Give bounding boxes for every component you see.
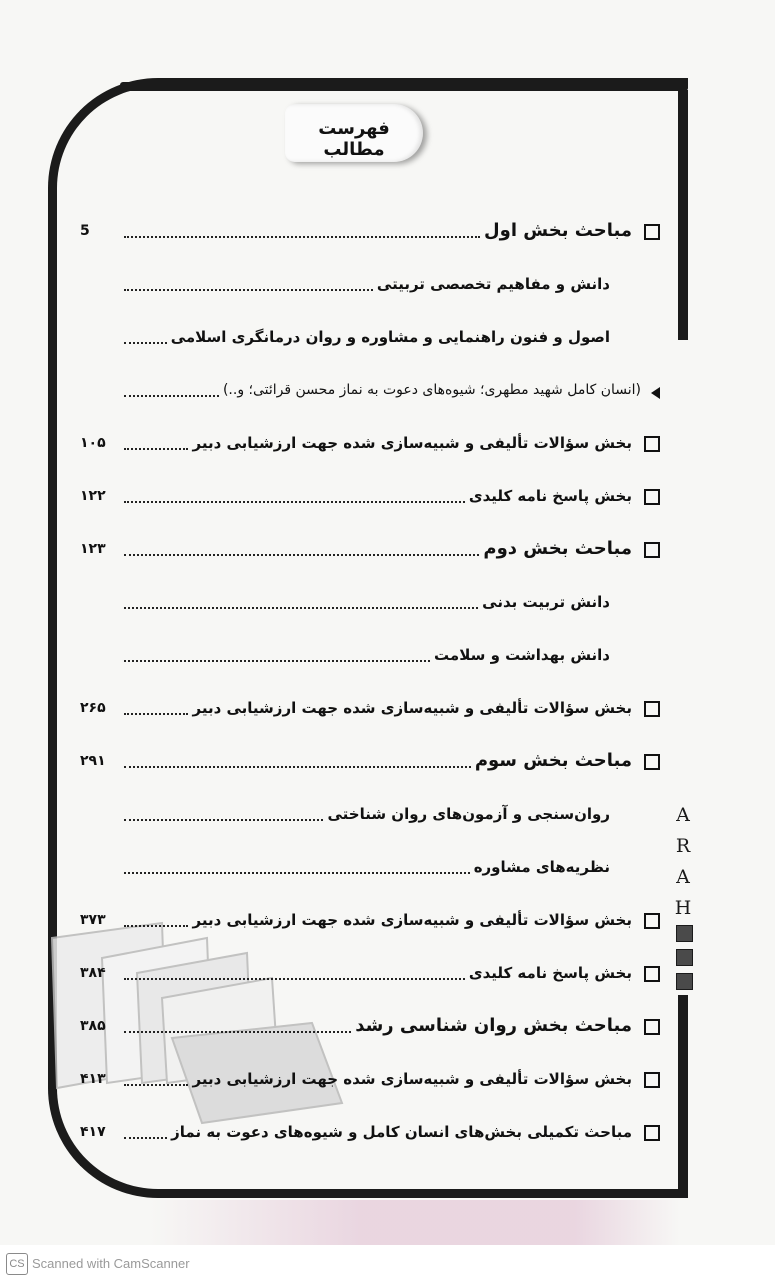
toc-page-number: ۲۶۵ [80,700,106,716]
toc-entry-label: بخش پاسخ نامه کلیدی [468,964,632,982]
side-square [676,973,693,990]
side-letter: A [676,866,690,888]
dot-leader [124,289,373,291]
dot-leader [124,978,465,980]
side-letters [671,800,695,924]
dot-leader [124,395,219,397]
dot-leader [124,660,430,662]
side-letter: H [674,897,692,919]
toc-entry-label: مباحث بخش روان شناسی رشد [355,1015,632,1036]
side-square [676,949,693,966]
frame-top-line [120,82,688,91]
toc-row [80,1113,660,1147]
toc-entry-label: (انسان کامل شهید مطهری؛ شیوه‌های دعوت به نماز محسن قرائتی؛ و..) [222,382,641,398]
toc-row [80,1060,660,1094]
toc-entry-label: بخش سؤالات تألیفی و شبیه‌سازی شده جهت ارزشیابی دبیر [192,699,632,717]
dot-leader [124,501,465,503]
side-letter: R [675,835,691,857]
dot-leader [124,713,188,715]
checkbox-square-icon [644,754,660,770]
dot-leader [124,819,323,821]
frame-right-top [678,90,688,340]
toc-entry-label: بخش سؤالات تألیفی و شبیه‌سازی شده جهت ارزشیابی دبیر [192,911,632,929]
toc-entry-label: مباحث بخش دوم [483,538,632,559]
checkbox-square-icon [644,224,660,240]
dot-leader [124,448,188,450]
toc-page-number: ۳۷۳ [80,912,106,928]
toc-page-number: ۱۰۵ [80,435,106,451]
dot-leader [124,554,479,556]
toc-page-number: ۱۲۲ [80,488,106,504]
toc-page-number: 5 [80,223,90,239]
toc-row [80,901,660,935]
toc-row [80,424,660,458]
toc-entry-label: اصول و فنون راهنمایی و مشاوره و روان درمانگری اسلامی [170,328,610,346]
toc-row [80,265,660,299]
toc-entry-label: دانش تربیت بدنی [482,593,610,611]
toc-page-number: ۲۹۱ [80,753,106,769]
toc-entry-label: بخش پاسخ نامه کلیدی [468,487,632,505]
toc-page-number: ۳۸۴ [80,965,106,981]
toc-entry-label: بخش سؤالات تألیفی و شبیه‌سازی شده جهت ارزشیابی دبیر [192,434,632,452]
toc-row [80,1007,660,1041]
page-title: فهرست مطالب [318,118,390,160]
toc-entry-label: دانش و مفاهیم تخصصی تربیتی [376,275,610,293]
toc-page-number: ۴۱۳ [80,1071,106,1087]
checkbox-square-icon [644,542,660,558]
toc-row [80,848,660,882]
toc-page-number: ۱۲۳ [80,541,106,557]
checkbox-square-icon [644,1072,660,1088]
dot-leader [124,766,471,768]
pink-decorative-band [150,1200,680,1245]
toc-page-number: ۳۸۵ [80,1018,106,1034]
side-square [676,925,693,942]
toc-row [80,371,660,405]
toc-row [80,954,660,988]
toc-entry-label: مباحث بخش اول [484,220,632,241]
toc-row [80,689,660,723]
dot-leader [124,925,188,927]
toc-page-number: ۴۱۷ [80,1124,106,1140]
dot-leader [124,1031,351,1033]
toc-row [80,636,660,670]
dot-leader [124,1084,188,1086]
checkbox-square-icon [644,489,660,505]
toc-row [80,477,660,511]
arrow-bullet-icon [651,387,660,399]
dot-leader [124,872,470,874]
dot-leader [124,342,167,344]
dot-leader [124,1137,167,1139]
camscanner-logo: CS [6,1253,28,1275]
frame-right-bottom [678,995,688,1195]
toc-row [80,795,660,829]
toc-entry-label: مباحث تکمیلی بخش‌های انسان کامل و شیوه‌های دعوت به نماز [171,1123,632,1141]
checkbox-square-icon [644,436,660,452]
toc-entry-label: روان‌سنجی و آزمون‌های روان شناختی [327,805,610,823]
toc-row [80,212,660,246]
toc-row [80,530,660,564]
checkbox-square-icon [644,1019,660,1035]
toc-entry-label: مباحث بخش سوم [474,750,632,771]
toc-row [80,583,660,617]
toc-entry-label: نظریه‌های مشاوره [473,858,610,876]
checkbox-square-icon [644,913,660,929]
toc-row [80,742,660,776]
checkbox-square-icon [644,966,660,982]
toc-entry-label: بخش سؤالات تألیفی و شبیه‌سازی شده جهت ارزشیابی دبیر [192,1070,632,1088]
toc-row [80,318,660,352]
dot-leader [124,607,478,609]
checkbox-square-icon [644,701,660,717]
scanner-watermark: Scanned with CamScanner [32,1256,190,1271]
toc-entry-label: دانش بهداشت و سلامت [434,646,610,664]
side-letter: A [676,804,690,826]
dot-leader [124,236,480,238]
checkbox-square-icon [644,1125,660,1141]
